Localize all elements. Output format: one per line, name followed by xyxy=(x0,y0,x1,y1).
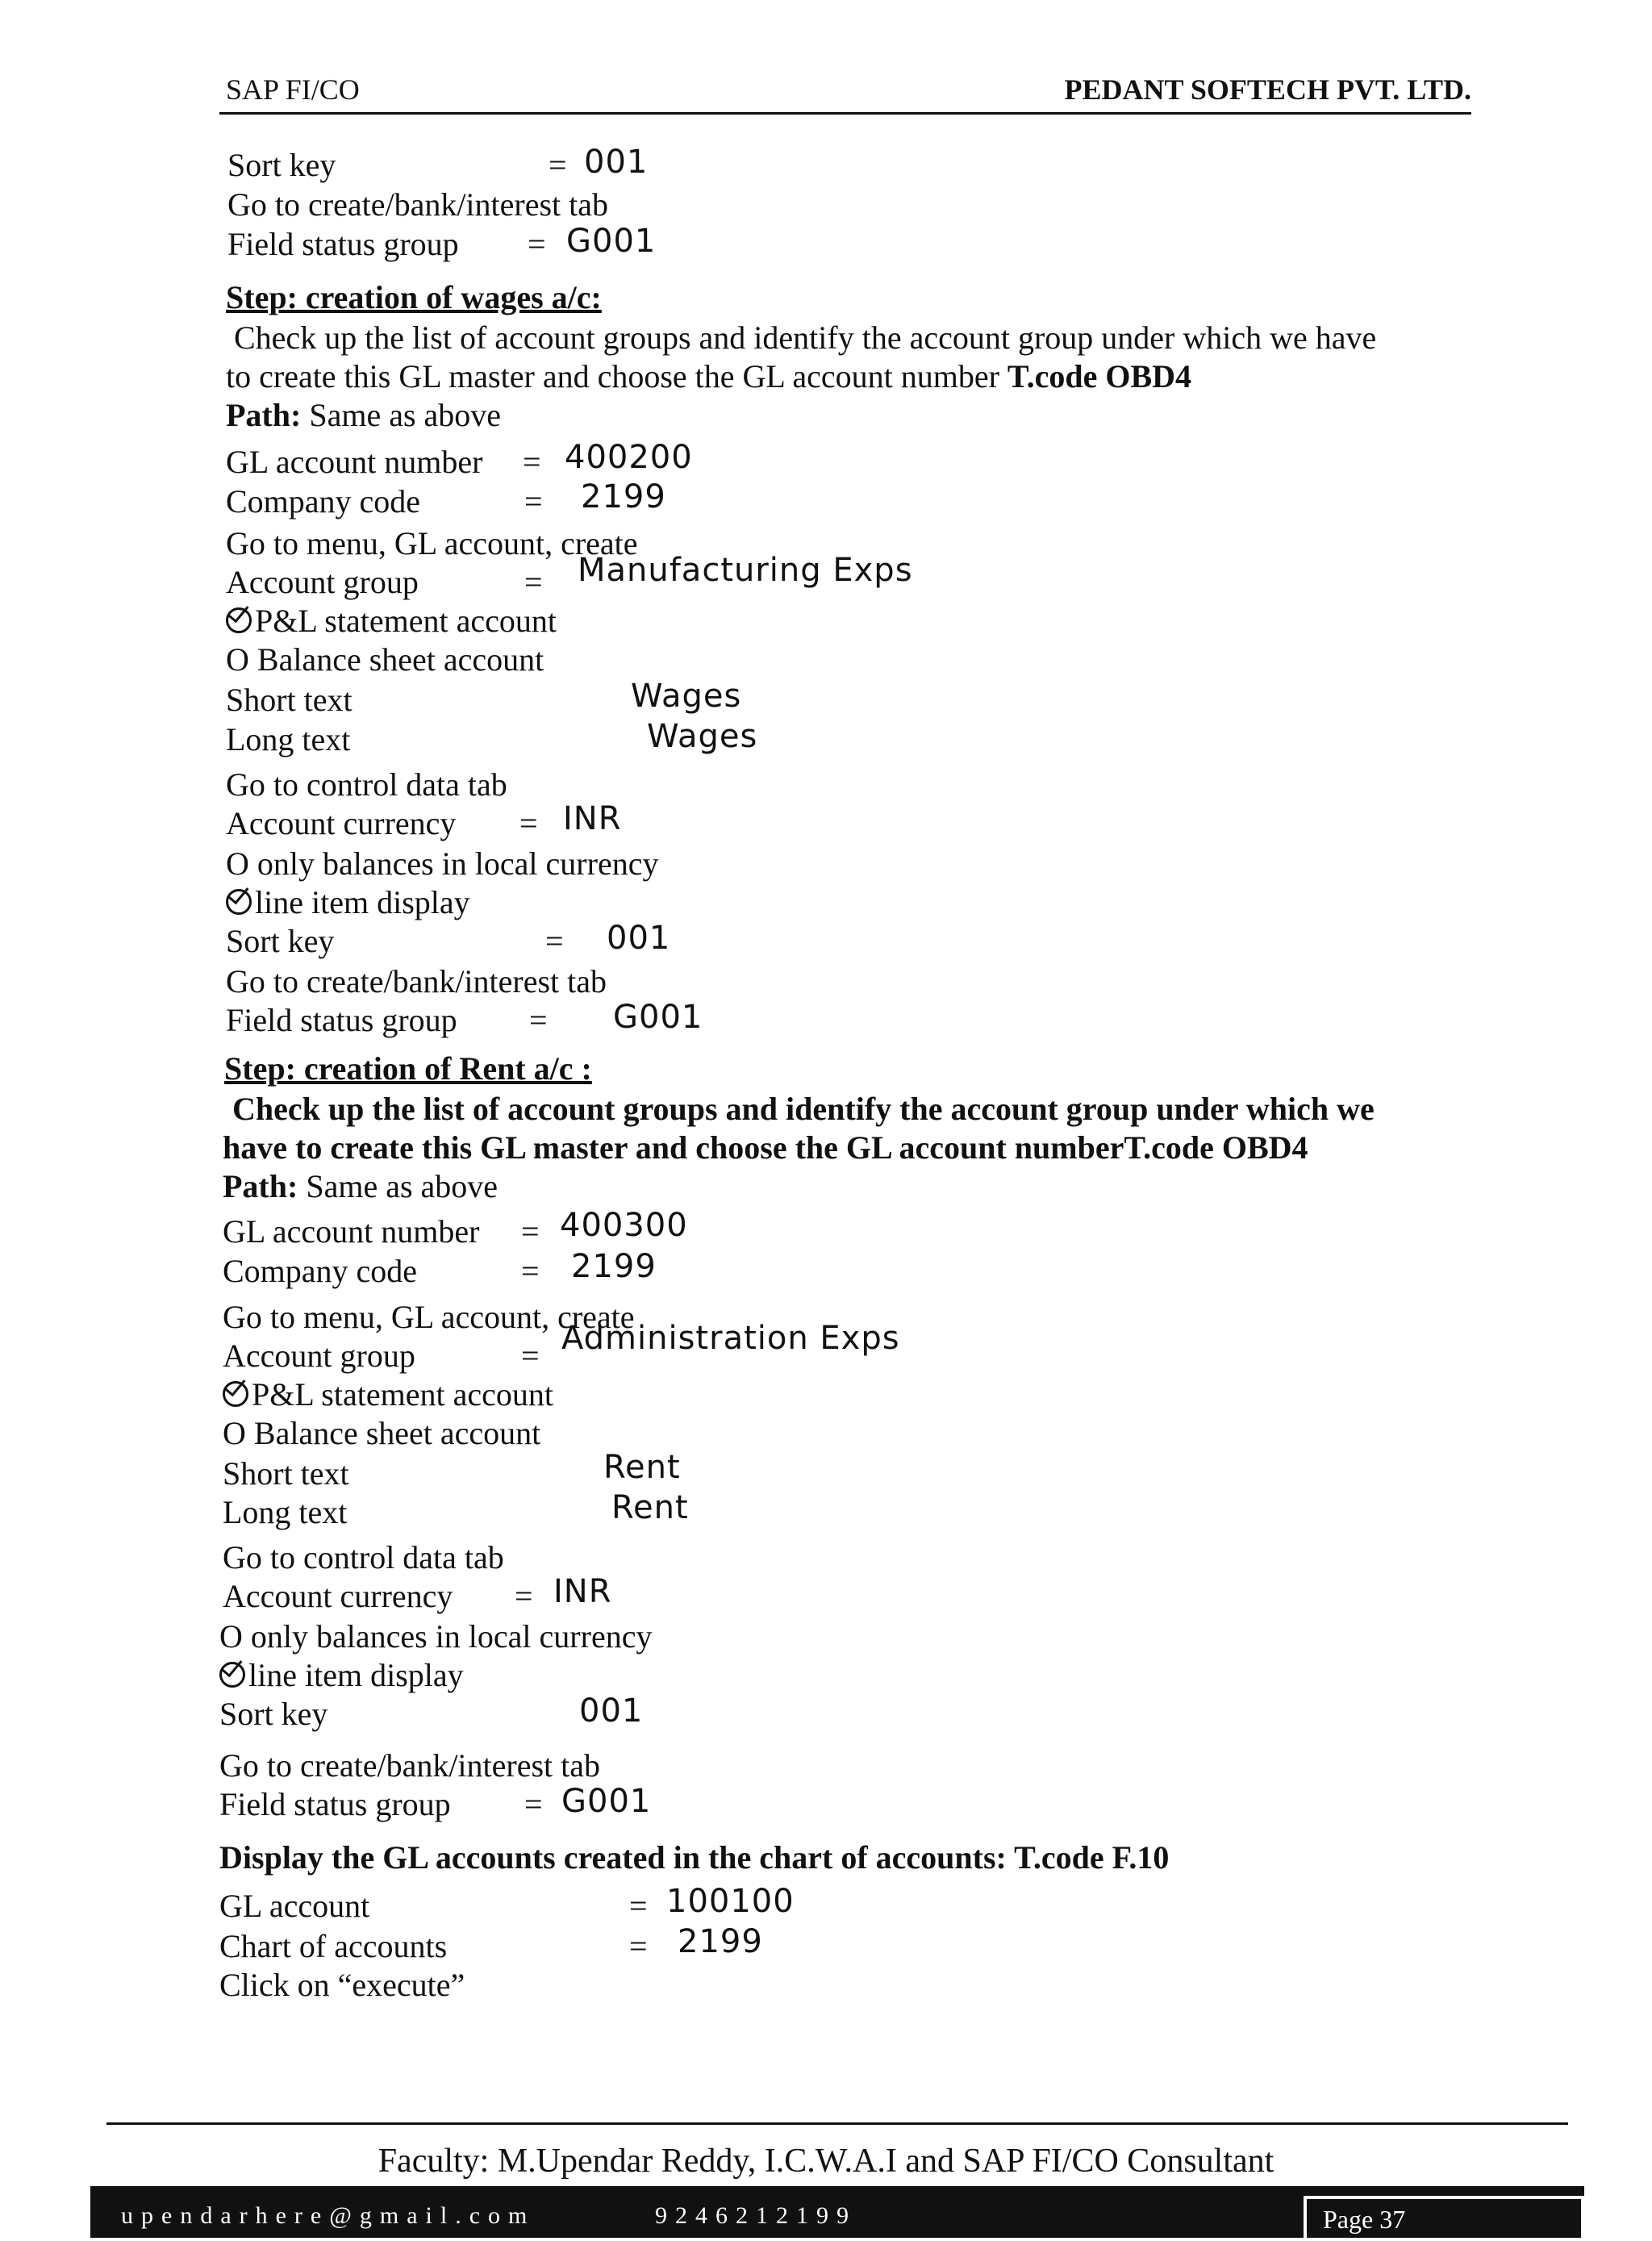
rent-line-item-option: line item display xyxy=(219,1657,464,1694)
rent-intro-line1: Check up the list of account groups and identify the account group under which we xyxy=(232,1091,1375,1127)
wages-tab-instruction: Go to create/bank/interest tab xyxy=(226,963,607,999)
wages-short-value: Wages xyxy=(631,678,742,715)
rent-currency-label: Account currency xyxy=(223,1578,453,1614)
wages-group-value: Manufacturing Exps xyxy=(578,552,913,589)
footer-faculty: Faculty: M.Upendar Reddy, I.C.W.A.I and SAP FI/CO Consultant xyxy=(378,2143,1274,2180)
wages-pl-option: P&L statement account xyxy=(226,603,557,640)
rent-sort-value: 001 xyxy=(579,1692,644,1730)
wages-currency-label: Account currency xyxy=(226,805,457,841)
rent-gl-value: 400300 xyxy=(560,1207,688,1244)
equals-sign: = xyxy=(521,1253,540,1289)
display-coa-label: Chart of accounts xyxy=(219,1928,448,1964)
rent-company-code-value: 2199 xyxy=(571,1248,657,1285)
wages-company-code-label: Company code xyxy=(226,483,421,520)
rent-short-label: Short text xyxy=(223,1455,349,1492)
wages-local-currency-option: O only balances in local currency xyxy=(226,845,659,882)
rent-gl-label: GL account number xyxy=(223,1213,480,1250)
rent-short-value: Rent xyxy=(603,1449,681,1486)
checked-radio-icon xyxy=(226,889,252,915)
wages-fsg-value: G001 xyxy=(613,999,703,1036)
display-heading: Display the GL accounts created in the chart of accounts: T.code F.10 xyxy=(219,1839,1170,1876)
equals-sign: = xyxy=(629,1928,648,1964)
rent-path: Path: Same as above xyxy=(223,1168,499,1204)
header-right: PEDANT SOFTECH PVT. LTD. xyxy=(1064,73,1471,106)
checked-radio-icon xyxy=(219,1662,245,1688)
sort-key-value: 001 xyxy=(584,144,649,181)
wages-long-label: Long text xyxy=(226,721,351,757)
rent-company-code-label: Company code xyxy=(223,1253,418,1289)
equals-sign: = xyxy=(524,564,543,600)
field-status-group-value: G001 xyxy=(566,223,657,260)
equals-sign: = xyxy=(629,1888,648,1924)
rent-long-label: Long text xyxy=(223,1494,348,1530)
display-gl-label: GL account xyxy=(219,1888,370,1924)
rent-control-tab: Go to control data tab xyxy=(223,1539,504,1575)
equals-sign: = xyxy=(528,226,546,262)
rent-long-value: Rent xyxy=(611,1489,689,1526)
wages-sort-value: 001 xyxy=(607,920,671,957)
wages-short-label: Short text xyxy=(226,682,353,718)
wages-gl-label: GL account number xyxy=(226,444,483,480)
wages-line-item-option: line item display xyxy=(226,884,470,921)
header-left: SAP FI/CO xyxy=(226,73,360,106)
wages-company-code-value: 2199 xyxy=(581,478,666,515)
wages-sort-label: Sort key xyxy=(226,923,335,959)
wages-currency-value: INR xyxy=(563,800,622,837)
display-execute-instruction: Click on “execute” xyxy=(219,1967,465,2003)
wages-tcode: T.code OBD4 xyxy=(1007,358,1192,394)
rent-tab-instruction: Go to create/bank/interest tab xyxy=(219,1747,601,1784)
rent-local-currency-option: O only balances in local currency xyxy=(219,1618,653,1655)
wages-bs-option: O Balance sheet account xyxy=(226,641,544,678)
rent-sort-label: Sort key xyxy=(219,1696,328,1732)
equals-sign: = xyxy=(524,483,543,520)
rent-fsg-label: Field status group xyxy=(219,1786,451,1822)
equals-sign: = xyxy=(529,1002,548,1038)
equals-sign: = xyxy=(519,805,538,841)
wages-long-value: Wages xyxy=(647,718,758,755)
rent-group-label: Account group xyxy=(223,1338,415,1374)
equals-sign: = xyxy=(549,147,567,183)
equals-sign: = xyxy=(545,923,564,959)
wages-group-label: Account group xyxy=(226,564,419,600)
equals-sign: = xyxy=(524,1786,543,1822)
wages-menu-path: Go to menu, GL account, create xyxy=(226,525,638,561)
rent-menu-path: Go to menu, GL account, create xyxy=(223,1299,635,1335)
rent-fsg-value: G001 xyxy=(561,1783,652,1820)
header-rule xyxy=(219,112,1471,115)
sort-key-label: Sort key xyxy=(227,147,336,183)
footer-phone: 9246212199 xyxy=(655,2202,857,2229)
footer-rule xyxy=(106,2122,1568,2125)
equals-sign: = xyxy=(521,1338,540,1374)
rent-heading: Step: creation of Rent a/c : xyxy=(224,1050,592,1087)
equals-sign: = xyxy=(521,1213,540,1250)
checked-radio-icon xyxy=(223,1381,248,1407)
checked-radio-icon xyxy=(226,607,252,633)
rent-group-value: Administration Exps xyxy=(561,1320,900,1357)
rent-pl-option: P&L statement account xyxy=(223,1376,553,1413)
rent-intro-line2: have to create this GL master and choose the GL account numberT.code OBD4 xyxy=(223,1129,1308,1166)
wages-intro-line2: to create this GL master and choose the GL account number T.code OBD4 xyxy=(226,358,1192,394)
display-gl-value: 100100 xyxy=(666,1883,795,1920)
wages-fsg-label: Field status group xyxy=(226,1002,457,1038)
page-number: Page 37 xyxy=(1323,2205,1406,2234)
wages-control-tab: Go to control data tab xyxy=(226,766,507,803)
rent-currency-value: INR xyxy=(553,1573,612,1610)
rent-bs-option: O Balance sheet account xyxy=(223,1415,541,1451)
display-coa-value: 2199 xyxy=(678,1923,763,1960)
wages-gl-value: 400200 xyxy=(565,439,693,476)
field-status-group-label: Field status group xyxy=(227,226,459,262)
tab-instruction: Go to create/bank/interest tab xyxy=(227,186,609,223)
equals-sign: = xyxy=(523,444,541,480)
footer-email: upendarhere@gmail.com xyxy=(121,2202,536,2229)
equals-sign: = xyxy=(515,1578,533,1614)
wages-intro-line1: Check up the list of account groups and identify the account group under which we have xyxy=(234,319,1377,356)
wages-path: Path: Same as above xyxy=(226,397,502,433)
wages-heading: Step: creation of wages a/c: xyxy=(226,279,602,315)
